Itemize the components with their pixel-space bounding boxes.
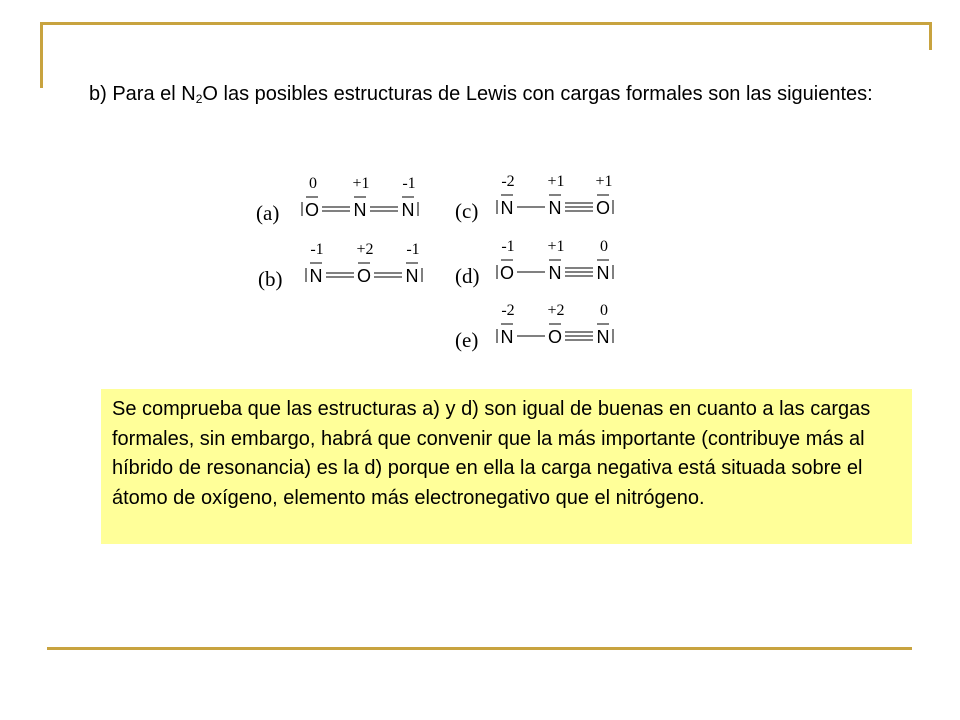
formal-charge: +1 [595,173,613,190]
atom-symbol: N [401,200,415,220]
formal-charge: 0 [600,302,608,319]
structure-label: (a) [256,201,280,225]
structure-a [256,175,418,225]
atom-symbol: O [595,198,611,218]
atom-symbol: N [353,200,367,220]
structure-e [455,302,613,352]
structure-b [258,241,422,291]
structure-label: (e) [455,328,479,352]
atom-symbol: N [405,266,419,286]
conclusion-box: Se comprueba que las estructuras a) y d) son igual de buenas en cuanto a las cargas formales, sin embargo, habrá que convenir que la más importante (contribuye más al híbrido de resonancia) es la d) porque en ella la carga negativa está situada sobre el átomo de oxígeno, elemento más electronegativo que el nitrógeno. [101,389,912,544]
atom-symbol: N [500,327,514,347]
formal-charge: -2 [501,173,515,190]
atom-symbol: N [309,266,323,286]
formal-charge: -1 [310,241,324,258]
formal-charge: 0 [600,238,608,255]
intro-subscript: 2 [195,92,203,106]
structure-c [455,173,613,223]
formal-charge: +1 [547,238,565,255]
formal-charge: +1 [547,173,565,190]
atom-symbol: O [499,263,515,283]
atom-symbol: N [596,263,610,283]
formal-charge: +1 [352,175,370,192]
formal-charge: -1 [402,175,416,192]
intro-prefix: b) Para el N [89,83,196,105]
structure-d [455,238,613,288]
formal-charge: -1 [406,241,420,258]
atom-symbol: N [548,198,562,218]
formal-charge: -2 [501,302,515,319]
formal-charge: +2 [356,241,374,258]
structure-label: (c) [455,199,479,223]
atom-symbol: O [304,200,320,220]
structure-label: (d) [455,264,480,288]
atom-symbol: N [500,198,514,218]
formal-charge: 0 [309,175,317,192]
formal-charge: +2 [547,302,565,319]
atom-symbol: N [548,263,562,283]
atom-symbol: N [596,327,610,347]
atom-symbol: O [356,266,372,286]
intro-suffix: O las posibles estructuras de Lewis con cargas formales son las siguientes: [202,83,873,105]
atom-symbol: O [547,327,563,347]
formal-charge: -1 [501,238,515,255]
structure-label: (b) [258,267,283,291]
